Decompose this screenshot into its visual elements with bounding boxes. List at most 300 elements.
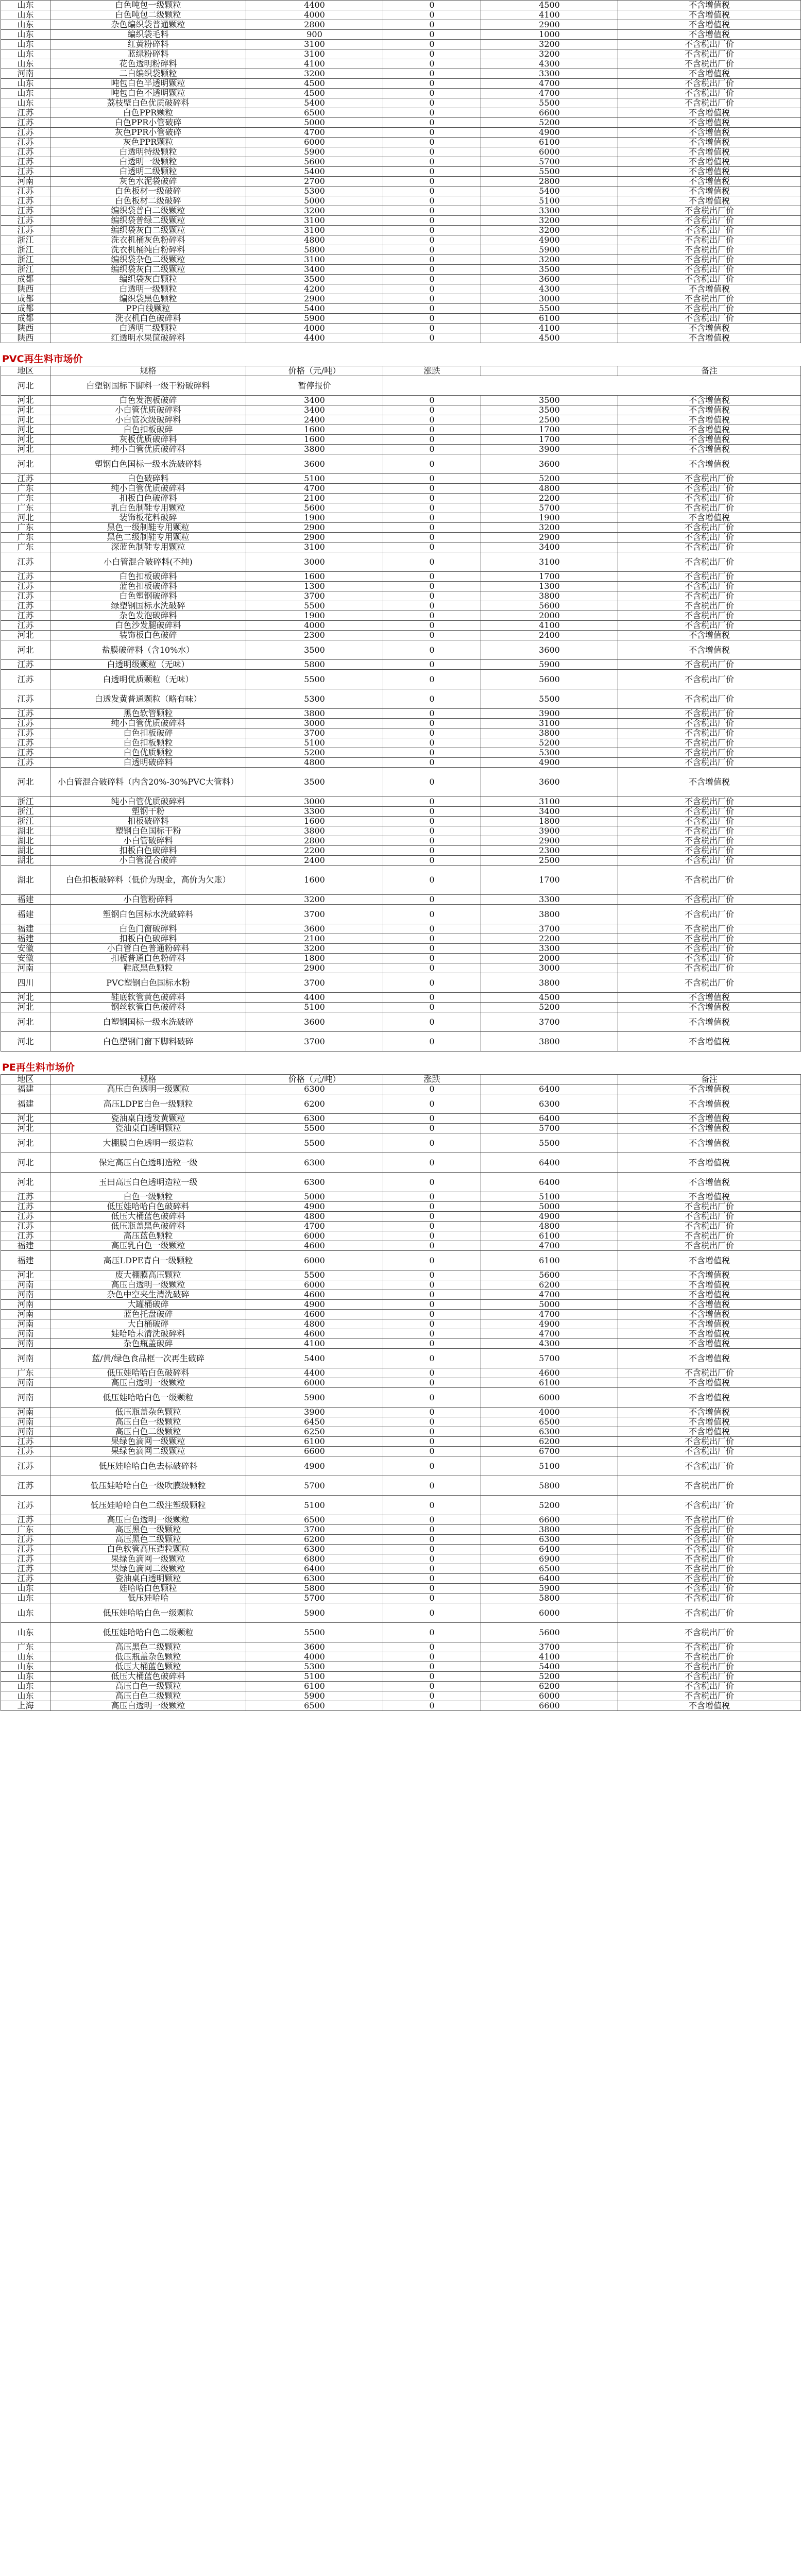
cell-price-low: 4800 [246,758,383,768]
table-row [1,1554,801,1564]
cell-change: 0 [383,1554,481,1564]
cell-change: 0 [383,758,481,768]
cell-change: 0 [383,314,481,324]
cell-change: 0 [383,69,481,79]
cell-region: 广东 [1,503,50,513]
cell-spec: 白塑钢国标一级水洗破碎 [50,1012,246,1032]
cell-price-low: 1600 [246,435,383,445]
table-row [1,1339,801,1349]
cell-note: 不含增值税 [618,20,801,30]
cell-change: 0 [383,226,481,235]
cell-region: 江苏 [1,147,50,157]
cell-spec: 蓝色托盘破碎 [50,1310,246,1319]
cell-spec: 低压娃哈哈白色一级颗粒 [50,1603,246,1623]
cell-region: 河北 [1,768,50,797]
cell-note: 不含税出厂价 [618,40,801,49]
cell-region: 山东 [1,98,50,108]
cell-price-low: 4900 [246,1300,383,1310]
cell-price-high: 3600 [481,275,618,284]
table-row [1,396,801,405]
cell-price-low: 5900 [246,1691,383,1701]
table-row [1,494,801,503]
cell-note: 不含税出厂价 [618,963,801,973]
cell-price-high: 3300 [481,206,618,216]
cell-note: 不含增值税 [618,435,801,445]
cell-region: 河北 [1,435,50,445]
cell-region: 江苏 [1,474,50,484]
cell-price-low: 2100 [246,934,383,944]
cell-price-high: 6000 [481,1388,618,1408]
cell-price-low: 6300 [246,1084,383,1094]
cell-price-high: 5600 [481,670,618,689]
cell-spec: 高压LDPE青白一级颗粒 [50,1251,246,1270]
cell-price-low: 5800 [246,245,383,255]
cell-spec: 塑钢白色国标水洗破碎料 [50,905,246,924]
cell-price-high: 4500 [481,993,618,1003]
cell-change: 0 [383,1300,481,1310]
cell-price-high: 6500 [481,1564,618,1574]
cell-price-high: 5200 [481,1003,618,1012]
cell-price-high: 4600 [481,1368,618,1378]
cell-note: 不含增值税 [618,1114,801,1124]
cell-note: 不含增值税 [618,1032,801,1052]
cell-note: 不含增值税 [618,1280,801,1290]
cell-price-high: 3600 [481,768,618,797]
table-row [1,40,801,49]
table-row [1,30,801,40]
table-row [1,157,801,167]
cell-price-low: 5600 [246,157,383,167]
cell-region: 山东 [1,59,50,69]
cell-spec: 洗衣机桶纯白粉碎料 [50,245,246,255]
cell-price-low: 5400 [246,304,383,314]
cell-price-low: 3400 [246,396,383,405]
cell-price-low: 2300 [246,631,383,640]
cell-change: 0 [383,1251,481,1270]
cell-price-high: 4100 [481,10,618,20]
cell-change: 0 [383,445,481,454]
cell-spec: 小白管优质破碎料 [50,405,246,415]
cell-change: 0 [383,89,481,98]
cell-price-high: 5900 [481,1584,618,1594]
cell-region: 江苏 [1,1222,50,1231]
cell-price-high: 1700 [481,572,618,582]
cell-change: 0 [383,415,481,425]
cell-note: 不含增值税 [618,1427,801,1437]
cell-note: 不含税出厂价 [618,758,801,768]
table-row [1,1574,801,1584]
table-row [1,435,801,445]
cell-spec: 小白管白色普通粉碎料 [50,944,246,954]
cell-price-high: 2500 [481,856,618,866]
table-row [1,689,801,709]
cell-spec: 灰色PPR颗粒 [50,138,246,147]
cell-note: 不含增值税 [618,108,801,118]
cell-region: 江苏 [1,1554,50,1564]
cell-change: 0 [383,1378,481,1388]
cell-price-low: 6000 [246,138,383,147]
cell-note: 不含增值税 [618,69,801,79]
cell-change: 0 [383,552,481,572]
cell-note: 不含税出厂价 [618,1691,801,1701]
cell-note: 不含税出厂价 [618,294,801,304]
cell-price-low: 2400 [246,856,383,866]
cell-region: 河南 [1,1280,50,1290]
cell-spec: 玉田高压白色透明造粒一级 [50,1173,246,1192]
cell-spec: 扣板白色破碎料 [50,934,246,944]
table-row [1,924,801,934]
cell-change: 0 [383,924,481,934]
cell-spec: 乳白色制鞋专用颗粒 [50,503,246,513]
cell-spec: 白色板材二级破碎 [50,196,246,206]
cell-change: 0 [383,1290,481,1300]
cell-note: 不含增值税 [618,1408,801,1417]
table-row [1,552,801,572]
cell-note: 不含税出厂价 [618,1545,801,1554]
cell-region: 河北 [1,454,50,474]
cell-change: 0 [383,738,481,748]
table-row [1,1192,801,1202]
cell-change: 0 [383,118,481,128]
cell-price-low: 5100 [246,474,383,484]
table-row [1,601,801,611]
cell-spec: 白色扣板破碎料（低价为现金，高价为欠账） [50,866,246,895]
cell-price-high: 4000 [481,1408,618,1417]
cell-spec: 塑钢白色国标一级水洗破碎料 [50,454,246,474]
cell-price-high: 3300 [481,944,618,954]
cell-price-low: 3700 [246,591,383,601]
cell-region: 河南 [1,1378,50,1388]
cell-note: 不含税出厂价 [618,245,801,255]
cell-price-high: 5300 [481,748,618,758]
cell-price-low: 3200 [246,206,383,216]
cell-spec: 果绿色滴网二级颗粒 [50,1447,246,1456]
cell-price-low: 4800 [246,1212,383,1222]
cell-price-high: 1700 [481,425,618,435]
cell-price-high: 3300 [481,69,618,79]
cell-change: 0 [383,494,481,503]
cell-change: 0 [383,1388,481,1408]
cell-note: 不含税出厂价 [618,552,801,572]
cell-region: 福建 [1,895,50,905]
cell-note: 不含税出厂价 [618,89,801,98]
cell-region: 河南 [1,177,50,187]
cell-region: 江苏 [1,138,50,147]
top-table-body [1,1,801,343]
cell-price-low: 3000 [246,552,383,572]
cell-spec: 高压白色透明一级颗粒 [50,1515,246,1525]
cell-region: 山东 [1,10,50,20]
table-row [1,503,801,513]
cell-note: 不含税出厂价 [618,709,801,719]
cell-change: 0 [383,1280,481,1290]
table-row [1,324,801,333]
cell-note: 不含增值税 [618,128,801,138]
cell-price-low: 5500 [246,601,383,611]
cell-spec: 白色扣板破碎料 [50,572,246,582]
cell-change: 0 [383,963,481,973]
cell-note: 不含税出厂价 [618,866,801,895]
cell-price-high: 6400 [481,1153,618,1173]
cell-price-low: 6600 [246,1447,383,1456]
cell-note: 不含税出厂价 [618,235,801,245]
cell-price-low: 6450 [246,1417,383,1427]
cell-price-high: 6400 [481,1545,618,1554]
cell-price-high: 6600 [481,1701,618,1711]
cell-price-low: 4000 [246,324,383,333]
section-gap [0,1052,664,1061]
cell-note: 不含税出厂价 [618,1368,801,1378]
cell-price-high: 4300 [481,284,618,294]
cell-price-high: 3600 [481,454,618,474]
cell-price-low: 1600 [246,425,383,435]
cell-price-high: 5200 [481,1496,618,1515]
table-row [1,275,801,284]
cell-spec: 低压瓶盖杂色颗粒 [50,1408,246,1417]
cell-region: 江苏 [1,1545,50,1554]
cell-region: 江苏 [1,216,50,226]
cell-spec: 红透明水果筐破碎料 [50,333,246,343]
cell-spec: 白色PPR小管破碎 [50,118,246,128]
table-row [1,1564,801,1574]
cell-spec: 高压黑色二级颗粒 [50,1642,246,1652]
cell-region: 山东 [1,1682,50,1691]
cell-region: 河北 [1,1124,50,1133]
cell-region: 河南 [1,1300,50,1310]
cell-price-low: 6000 [246,1251,383,1270]
cell-change: 0 [383,79,481,89]
cell-price-low: 6100 [246,1437,383,1447]
cell-price-low: 5000 [246,1192,383,1202]
cell-change: 0 [383,1447,481,1456]
cell-spec: 高压白色一级颗粒 [50,1417,246,1427]
cell-spec: 扣板白色破碎料 [50,846,246,856]
header-price-high [481,366,618,376]
cell-change: 0 [383,405,481,415]
cell-region: 江苏 [1,621,50,631]
cell-region: 河北 [1,513,50,523]
cell-price-low: 5500 [246,1270,383,1280]
table-row [1,79,801,89]
cell-note: 不含税出厂价 [618,1525,801,1535]
table-row [1,454,801,474]
cell-spec: 装饰板白色破碎 [50,631,246,640]
cell-region: 湖北 [1,836,50,846]
cell-change: 0 [383,1408,481,1417]
cell-spec: 绿塑钢国标水洗破碎 [50,601,246,611]
cell-change: 0 [383,128,481,138]
cell-note: 不含税出厂价 [618,1231,801,1241]
cell-price-low: 6300 [246,1574,383,1584]
table-row [1,1270,801,1280]
cell-note: 不含税出厂价 [618,924,801,934]
table-row [1,1319,801,1329]
cell-change: 0 [383,196,481,206]
cell-note: 不含税出厂价 [618,601,801,611]
cell-region: 山东 [1,89,50,98]
header-row [1,1075,801,1084]
cell-price-high: 3800 [481,973,618,993]
cell-spec: 白色吨包二级颗粒 [50,10,246,20]
cell-note: 不含增值税 [618,30,801,40]
cell-note: 不含增值税 [618,138,801,147]
cell-region: 江苏 [1,206,50,216]
table-row [1,513,801,523]
cell-region: 浙江 [1,245,50,255]
cell-price-low: 4800 [246,1319,383,1329]
cell-change: 0 [383,108,481,118]
cell-price-low: 6200 [246,1094,383,1114]
cell-price-low: 5300 [246,187,383,196]
cell-region: 山东 [1,1,50,10]
cell-note: 不含增值税 [618,1701,801,1711]
cell-price-high: 4700 [481,1290,618,1300]
cell-spec: 扣板破碎料 [50,817,246,826]
cell-note: 不含增值税 [618,147,801,157]
cell-change: 0 [383,1094,481,1114]
cell-note: 不含税出厂价 [618,826,801,836]
cell-price-high: 6000 [481,1691,618,1701]
cell-spec: 瓷油桌白透明颗粒 [50,1124,246,1133]
table-row [1,1378,801,1388]
cell-price-low: 6000 [246,1280,383,1290]
table-row [1,1701,801,1711]
table-row [1,1133,801,1153]
cell-spec: 鞋底黑色颗粒 [50,963,246,973]
table-row [1,1241,801,1251]
cell-price-low: 5300 [246,1662,383,1672]
cell-spec: 白塑钢国标下脚料一级干粉破碎料 [50,376,246,396]
cell-price-high: 2900 [481,20,618,30]
cell-price-low: 6000 [246,1378,383,1388]
cell-region: 河北 [1,993,50,1003]
cell-spec: 洗衣机白色破碎料 [50,314,246,324]
cell-change: 0 [383,905,481,924]
cell-note: 不含增值税 [618,1251,801,1270]
cell-price-low: 5400 [246,98,383,108]
cell-note: 不含税出厂价 [618,591,801,601]
cell-price-low: 3100 [246,216,383,226]
cell-change: 0 [383,1012,481,1032]
cell-note: 不含增值税 [618,640,801,660]
header-price: 价格（元/吨） [246,1075,383,1084]
table-row [1,1,801,10]
cell-price-high: 4100 [481,324,618,333]
table-row [1,807,801,817]
cell-change: 0 [383,1114,481,1124]
cell-note: 不含税出厂价 [618,954,801,963]
cell-price-low: 3600 [246,1642,383,1652]
cell-note: 不含税出厂价 [618,275,801,284]
cell-change: 0 [383,1084,481,1094]
cell-price-low: 6400 [246,1564,383,1574]
pe-price-table [1,1074,801,1711]
cell-spec: 编织袋毛料 [50,30,246,40]
cell-region: 广东 [1,494,50,503]
cell-region: 江苏 [1,728,50,738]
cell-region: 成都 [1,304,50,314]
cell-price-low: 5000 [246,118,383,128]
cell-change: 0 [383,1349,481,1368]
table-row [1,1114,801,1124]
cell-region: 河南 [1,1388,50,1408]
cell-region: 陕西 [1,324,50,333]
cell-change: 0 [383,1623,481,1642]
cell-change: 0 [383,709,481,719]
cell-price-high: 6000 [481,147,618,157]
table-row [1,611,801,621]
cell-note: 不含税出厂价 [618,304,801,314]
cell-price-high: 3200 [481,49,618,59]
cell-price-low: 5600 [246,503,383,513]
cell-spec: 瓷油桌白透发黄颗粒 [50,1114,246,1124]
cell-price-high: 3800 [481,1032,618,1052]
cell-region: 河北 [1,1003,50,1012]
cell-spec: 白色扣板破碎 [50,728,246,738]
cell-price-high: 4700 [481,1241,618,1251]
cell-region: 江苏 [1,1564,50,1574]
cell-price-low: 3100 [246,255,383,265]
cell-price-high: 4300 [481,59,618,69]
cell-price-low: 3200 [246,895,383,905]
table-row [1,1212,801,1222]
cell-region: 河南 [1,1329,50,1339]
cell-price-low: 3100 [246,543,383,552]
cell-spec: 小白管混合破碎料（内含20%-30%PVC大管料） [50,768,246,797]
cell-region: 山东 [1,1662,50,1672]
cell-region: 浙江 [1,255,50,265]
cell-region: 福建 [1,1084,50,1094]
cell-change: 0 [383,425,481,435]
table-row [1,108,801,118]
cell-price-low: 3700 [246,905,383,924]
cell-region: 陕西 [1,284,50,294]
cell-region: 福建 [1,1251,50,1270]
header-region: 地区 [1,366,50,376]
cell-note: 不含增值税 [618,415,801,425]
header-spec: 规格 [50,1075,246,1084]
cell-region: 山东 [1,79,50,89]
cell-change: 0 [383,1603,481,1623]
cell-change: 0 [383,1691,481,1701]
table-row [1,856,801,866]
cell-price-high: 6900 [481,1554,618,1564]
table-row [1,304,801,314]
cell-spec: 高压LDPE白色一级颗粒 [50,1094,246,1114]
cell-spec: 杂色编织袋普通颗粒 [50,20,246,30]
cell-spec: 大棚膜白色透明一级造粒 [50,1133,246,1153]
cell-spec: 高压白透明一级颗粒 [50,1701,246,1711]
cell-price-low: 5500 [246,1133,383,1153]
cell-price-low: 5200 [246,748,383,758]
cell-spec: 灰色水泥袋破碎 [50,177,246,187]
table-row [1,177,801,187]
cell-region: 湖北 [1,846,50,856]
cell-change: 0 [383,1124,481,1133]
cell-price-low: 3700 [246,728,383,738]
cell-spec: 盐膜破碎料（含10%水） [50,640,246,660]
cell-price-low: 3500 [246,275,383,284]
cell-region: 广东 [1,543,50,552]
cell-change: 0 [383,454,481,474]
table-row [1,376,801,396]
cell-note: 不含增值税 [618,1319,801,1329]
cell-note: 不含增值税 [618,1378,801,1388]
cell-price-low: 3400 [246,405,383,415]
cell-note: 不含税出厂价 [618,1584,801,1594]
cell-spec: 小白管混合破碎 [50,856,246,866]
cell-spec: 鞋底软管黄色破碎料 [50,993,246,1003]
